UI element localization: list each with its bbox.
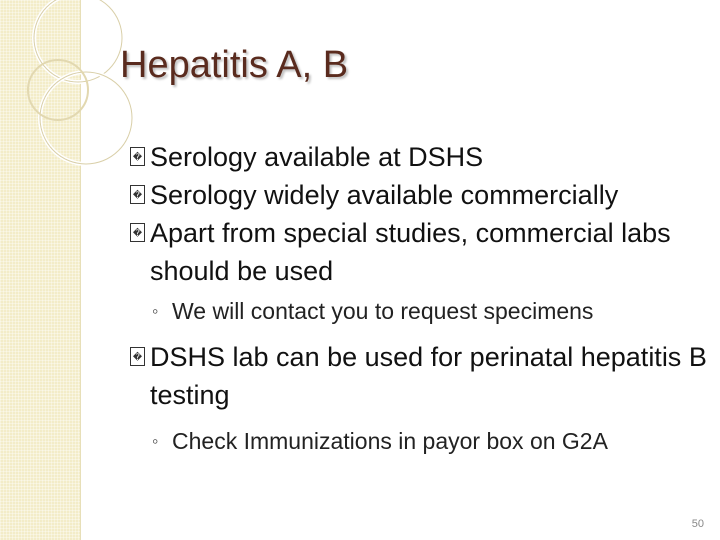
bullet-marker-icon: �: [130, 185, 145, 204]
bullet-text: Serology widely available commercially: [150, 180, 619, 210]
page-number: 50: [691, 518, 704, 530]
subbullet-text: We will contact you to request specimens: [172, 298, 594, 324]
bullet-serology-commercial: [130, 176, 710, 214]
slide-title: Hepatitis A, B: [120, 44, 349, 86]
bullet-text: Apart from special studies, commercial labs should be used: [150, 218, 671, 286]
subbullet-text: Check Immunizations in payor box on G2A: [172, 428, 608, 454]
subbullet-payor-box: [130, 426, 710, 456]
subbullet-request-specimens: [130, 296, 710, 326]
bullet-serology-dshs: [130, 138, 710, 176]
bullet-text: Serology available at DSHS: [150, 142, 484, 172]
bullet-marker-icon: �: [130, 223, 145, 242]
decorative-rings-icon: [0, 0, 140, 200]
slide-body: [130, 138, 710, 456]
bullet-commercial-labs: [130, 214, 710, 290]
subbullet-marker-icon: ◦: [152, 431, 159, 451]
subbullet-marker-icon: ◦: [152, 301, 159, 321]
bullet-marker-icon: �: [130, 147, 145, 166]
bullet-marker-icon: �: [130, 347, 145, 366]
bullet-text: DSHS lab can be used for perinatal hepatitis B testing: [150, 342, 707, 410]
bullet-dshs-perinatal: [130, 338, 710, 414]
